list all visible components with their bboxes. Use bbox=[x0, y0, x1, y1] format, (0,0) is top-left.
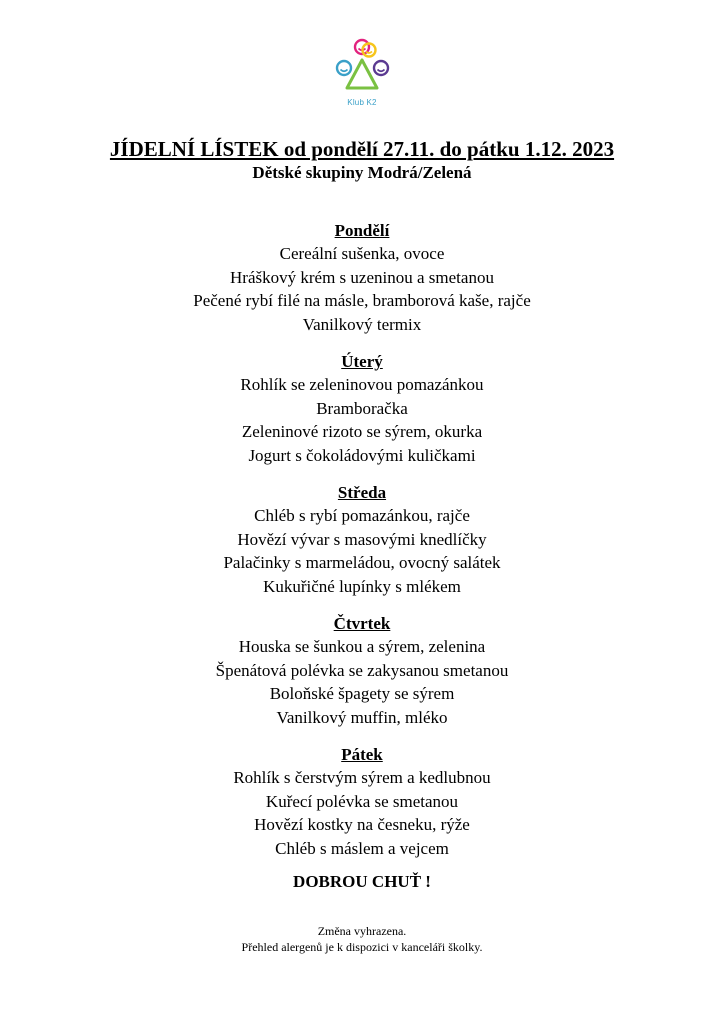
day-name: Pátek bbox=[341, 745, 383, 764]
dish: Vanilkový muffin, mléko bbox=[276, 707, 448, 727]
day-friday bbox=[0, 743, 724, 860]
dish: Pečené rybí filé na másle, bramborová kaše, rajče bbox=[193, 291, 531, 310]
change-note: Změna vyhrazena. bbox=[317, 924, 407, 938]
club-logo-icon bbox=[327, 36, 397, 98]
closing-greeting: DOBROU CHUŤ ! bbox=[293, 872, 431, 891]
day-thursday bbox=[0, 612, 724, 729]
dish: Rohlík se zeleninovou pomazánkou bbox=[240, 375, 484, 394]
dish: Jogurt s čokoládovými kuličkami bbox=[248, 445, 476, 465]
dish: Palačinky s marmeládou, ovocný salátek bbox=[223, 553, 501, 572]
day-name: Pondělí bbox=[334, 221, 390, 240]
day-monday bbox=[0, 219, 724, 336]
club-logo-text: Klub K2 bbox=[347, 98, 377, 107]
dish: Chléb s máslem a vejcem bbox=[275, 838, 449, 858]
dish: Kuřecí polévka se smetanou bbox=[265, 791, 459, 811]
day-name: Středa bbox=[337, 483, 387, 502]
dish: Rohlík s čerstvým sýrem a kedlubnou bbox=[233, 768, 491, 787]
allergen-note: Přehled alergenů je k dispozici v kanceláři školky. bbox=[241, 940, 483, 954]
dish: Hovězí kostky na česneku, rýže bbox=[254, 815, 470, 834]
club-logo bbox=[327, 36, 397, 116]
dish: Špenátová polévka se zakysanou smetanou bbox=[215, 660, 509, 680]
dish: Hráškový krém s uzeninou a smetanou bbox=[230, 267, 494, 287]
dish: Cereální sušenka, ovoce bbox=[279, 244, 445, 263]
dish: Vanilkový termix bbox=[302, 314, 422, 334]
page-title: JÍDELNÍ LÍSTEK od pondělí 27.11. do pátku 1.12. 2023 bbox=[109, 137, 615, 161]
dish: Chléb s rybí pomazánkou, rajče bbox=[254, 506, 470, 525]
dish: Houska se šunkou a sýrem, zelenina bbox=[238, 637, 486, 656]
weekly-menu bbox=[0, 219, 724, 874]
day-tuesday bbox=[0, 350, 724, 467]
dish: Kukuřičné lupínky s mlékem bbox=[263, 576, 461, 596]
footer-notes bbox=[0, 923, 724, 955]
dish: Boloňské špagety se sýrem bbox=[269, 684, 455, 703]
day-name: Čtvrtek bbox=[333, 614, 391, 633]
dish: Zeleninové rizoto se sýrem, okurka bbox=[241, 422, 483, 441]
page-subtitle: Dětské skupiny Modrá/Zelená bbox=[252, 163, 472, 182]
dish: Bramboračka bbox=[316, 398, 408, 418]
day-name: Úterý bbox=[341, 352, 383, 371]
day-wednesday bbox=[0, 481, 724, 598]
dish: Hovězí vývar s masovými knedlíčky bbox=[237, 529, 487, 549]
